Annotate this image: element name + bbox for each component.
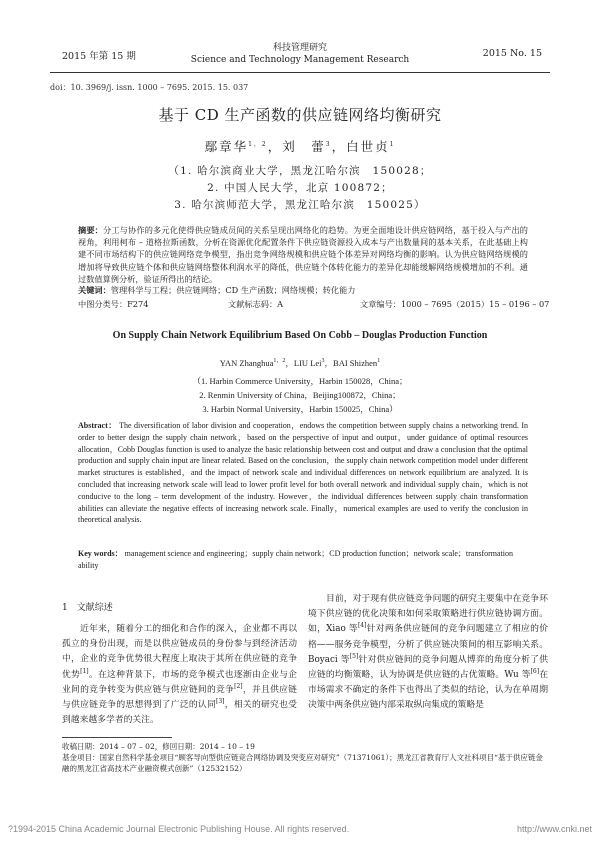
footnotes (62, 741, 548, 774)
affiliation-cn-3: 3. 哈尔滨师范大学，黑龙江哈尔滨 150025） (174, 199, 426, 211)
author-2: ，刘 蕾 (267, 139, 326, 154)
author-en-1: YAN Zhanghua (219, 358, 274, 368)
body-column-left (62, 622, 297, 728)
affiliation-cn-1: （1. 哈尔滨商业大学，黑龙江哈尔滨 150028； (168, 165, 432, 177)
footnote-rule (62, 737, 172, 738)
document-code: 文献标志码：A (228, 299, 284, 309)
keywords-cn (78, 285, 528, 296)
author-1-sup: 1，2 (248, 140, 268, 148)
citation-6: [6] (530, 668, 540, 676)
issue-label: 2015 年第 15 期 (62, 51, 136, 62)
citation-5: [5] (349, 652, 359, 660)
title-cn: 基于 CD 生产函数的供应链网络均衡研究 (158, 106, 442, 124)
journal-name-en: Science and Technology Management Research (190, 55, 410, 65)
abstract-en-label: Abstract： (78, 421, 117, 430)
author-en-3: ，BAI Shizhen (324, 358, 378, 368)
author-en-3-sup: 1 (377, 358, 381, 365)
keywords-cn-label: 关键词： (78, 285, 111, 295)
affiliation-cn-2: 2. 中国人民大学，北京 100872； (207, 182, 393, 194)
affiliation-en-3: 3. Harbin Normal University，Harbin 150025，China） (202, 404, 398, 414)
clc-number: 中图分类号：F274 (78, 299, 149, 309)
author-1: 鄢章华 (204, 139, 249, 154)
right-text-4: 在市场需求不确定的条件下也得出了类似的结论，认为在单周期决策中两条供应链内部采取纵向集成的策略是 (308, 670, 548, 711)
issue-label-en: 2015 No. 15 (482, 48, 542, 59)
left-text-4: ，相关的研究也受到越来越多学者的关注。 (62, 700, 297, 726)
fund-info: 基金项目：国家自然科学基金项目“顾客导向型供应链竞合网络协调及突变应对研究”（71371061）；黑龙江省教育厅人文社科项目“基于供应链金融的黑龙江省高技术产业融资模式创新”（12532152） (62, 753, 543, 773)
copyright-footer: ?1994-2015 China Academic Journal Electronic Publishing House. All rights reserved. (8, 824, 350, 834)
left-text-1: 近年来，随着分工的细化和合作的深入，企业都不再以孤立的身份出现，而是以供应链成员的身份参与到经济活动中，企业的竞争优势很大程度上取决于其所在供应链的竞争优势 (62, 624, 297, 680)
keywords-en-text: management science and engineering；supply chain network；CD production function；network scale；transformation ability (78, 549, 514, 570)
section-heading: 1 文献综述 (62, 603, 113, 613)
abstract-cn-label: 摘要： (78, 225, 104, 235)
authors-cn (0, 137, 600, 155)
article-number: 文章编号：1000 – 7695（2015）15 – 0196 – 07 (360, 299, 550, 309)
journal-name-cn: 科技管理研究 (272, 43, 327, 53)
author-3-sup: 1 (389, 140, 396, 148)
left-text-3: ，并且供应链与供应链竞争的思想得到了广泛的认同 (62, 684, 297, 711)
keywords-cn-text: 管理科学与工程；供应链网络；CD 生产函数；网络规模；转化能力 (110, 285, 356, 295)
abstract-cn-text: 分工与协作的多元化使得供应链成员间的关系呈现出网络化的趋势。为更全面地设计供应链网络，基于投入与产出的视角，利用柯布 – 道格拉斯函数，分析在资源优化配置条件下供应链资源投入成本与产出数量间的基本关系，在此基础上构建不同市场结构下的供应链网络竞争模型，指出竞争网络规模和供应链个体差异对网络均衡的影响。认为供应链网络规模的增加将导致供应链个体和供应链网络整体利润水平的降低，供应链个体转化能力的差异化却能缓解网络规模增加的不利。通过数值算例分析，验证所得出的结论。 (78, 225, 528, 284)
abstract-cn (78, 224, 528, 285)
authors-en (0, 357, 600, 369)
classification-row (78, 299, 550, 311)
body-column-right (308, 592, 548, 714)
author-en-1-sup: 1，2 (273, 358, 286, 365)
affiliation-en-1: （1. Harbin Commerce University，Harbin 150028，China； (192, 376, 408, 386)
citation-1: [1] (80, 667, 89, 675)
citation-3: [3] (216, 698, 225, 706)
title-en: On Supply Chain Network Equilibrium Based On Cobb – Douglas Production Function (112, 330, 488, 341)
author-3: ，白世贞 (331, 139, 390, 154)
doi: doi：10. 3969/j. issn. 1000 – 7695. 2015. 15. 037 (50, 83, 249, 92)
header-rule (50, 72, 550, 73)
abstract-en-text: The diversification of labor division and cooperation，endows the competition between supply chains a networking trend. In order to better design the supply chain network，based on the perspective of input and output，under guidance of optimal resources allocation，Cobb Douglas function is used to analyze the basic relationship between cost and output and draw a conclusion that the optimal production and supply chain input are linear related. Based on the conclusion，the supply chain network competition model under different market structures is established，and the impact of network scale and individual differences on network equilibrium are analyzed. It is concluded that increasing network scale will lead to lower profit level for both overall network and individual supply chain，which is not conducive to the long – term development of the industry. However，the individual differences between supply chain transformation abilities can alleviate the negative effects of increasing network scale. Finally，numerical examples are used to verify the conclusion in theoretical analysis. (78, 421, 528, 525)
right-text-3: 针对供应链间的竞争问题从博弈的角度分析了供应链的均衡策略，认为协调是供应链的占优策略。Wu 等 (308, 654, 548, 681)
right-text-1: 目前，对于现有供应链竞争问题的研究主要集中在竞争环境下供应链的优化决策和如何采取策略进行供应链协调方面。如，Xiao 等 (308, 594, 548, 635)
received-dates: 收稿日期：2014 – 07 – 02，修回日期：2014 – 10 – 19 (62, 742, 255, 751)
author-en-2-sup: 3 (321, 358, 325, 365)
cnki-link[interactable]: http://www.cnki.net (516, 824, 592, 834)
keywords-en (78, 548, 528, 572)
right-text-2: 针对两条供应链间的竞争问题建立了相应的价格——服务竞争模型，分析了供应链决策间的相互影响关系。Boyaci 等 (308, 624, 548, 665)
author-en-2: ，LIU Lei (285, 358, 322, 368)
left-text-2: 。在这种背景下，市场的竞争模式也逐渐由企业与企业间的竞争转变为供应链与供应链间的竞争 (62, 669, 297, 695)
citation-2: [2] (234, 682, 243, 690)
journal-name (50, 42, 550, 66)
author-2-sup: 3 (325, 140, 332, 148)
abstract-en (78, 420, 528, 526)
affiliation-en-2: 2. Renmin University of China，Beijing100872，China； (199, 390, 401, 400)
keywords-en-label: Key words： (78, 549, 123, 558)
citation-4: [4] (357, 622, 367, 630)
running-header (50, 42, 550, 76)
